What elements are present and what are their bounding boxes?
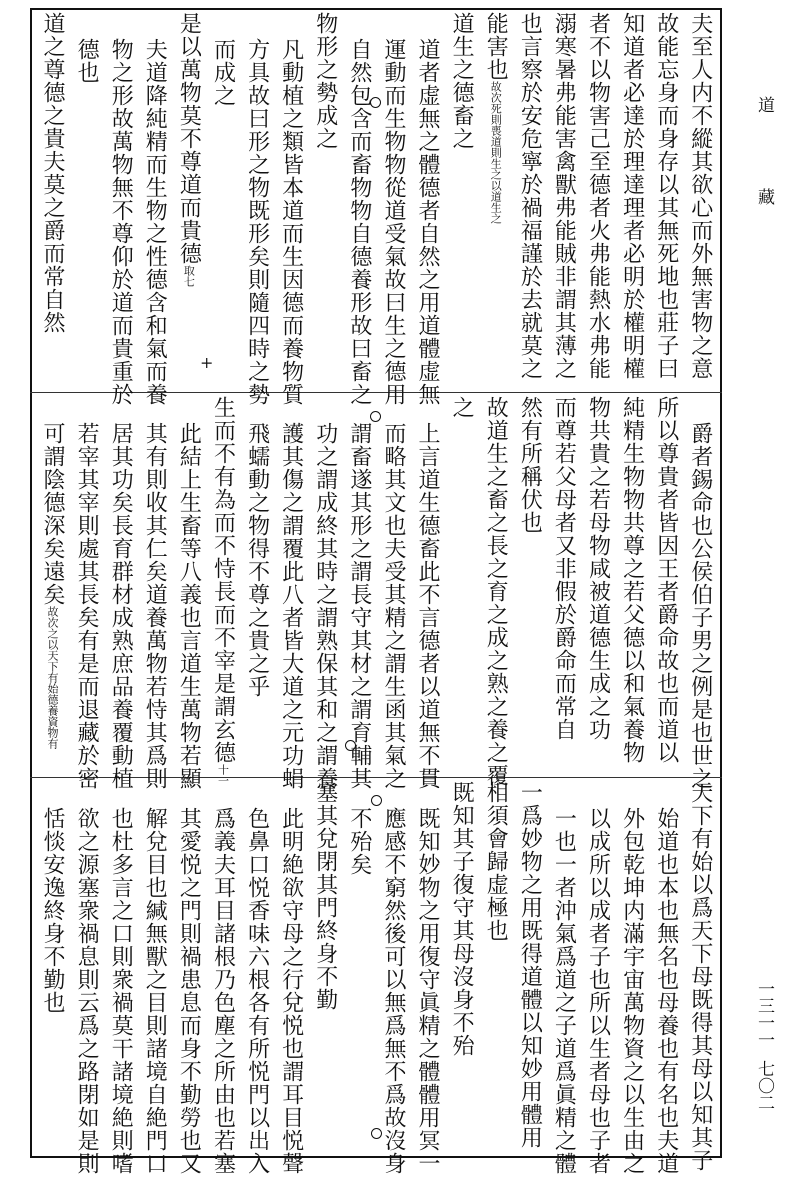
column-main-text: 道之尊德之貴夫莫之爵而常自然 [40, 12, 65, 334]
text-column [549, 396, 577, 774]
text-column [652, 781, 680, 1175]
text-column [618, 781, 646, 1175]
text-column [345, 396, 373, 790]
column-main-text: 外包乾坤内滿宇宙萬物資之以生由之 [619, 807, 645, 1175]
text-column [106, 781, 134, 1175]
column-main-text: 居其功矣長育群材成熟庶品養覆動植 [108, 422, 134, 790]
text-column [277, 12, 305, 406]
column-annotation: 故次死則喪道則生之以道生之 [489, 81, 503, 224]
column-annotation: 故次之以天下有始德養資物有 [46, 606, 59, 749]
column-main-text: 道生之德畜之 [449, 12, 475, 150]
column-main-text: 故能忘身而身存以其無死地也莊子曰 [653, 12, 679, 380]
column-main-text: 自然包含而畜物物自德養形故曰畜之 [346, 38, 372, 406]
text-column [72, 396, 100, 790]
column-main-text: 相須會歸虚極也 [483, 781, 509, 942]
text-column [72, 12, 100, 390]
text-column [277, 781, 305, 1175]
column-main-text: 也言察於安危寧於禍福謹於去就莫之 [517, 12, 543, 380]
text-column [481, 396, 509, 787]
text-panel-bottom [32, 781, 720, 1175]
column-main-text: 一爲妙物之用既得道體以知妙用體用 [517, 781, 543, 1149]
text-column [174, 12, 202, 390]
text-column [208, 396, 236, 786]
column-main-text: 爵者錫命也公侯伯子男之例是也世之 [687, 422, 713, 790]
text-column [379, 781, 407, 1175]
column-main-text: 而尊若父母者又非假於爵命而常自 [551, 396, 577, 741]
column-main-text: 應感不窮然後可以無爲無不爲故沒身 [380, 807, 406, 1175]
text-column [686, 12, 714, 390]
margin-title-dao: 道 [754, 96, 774, 113]
column-main-text: 溺寒暑弗能害禽獸弗能賊非謂其薄之 [551, 12, 577, 380]
column-main-text: 凡動植之類皆本道而生因德而養物質 [278, 38, 304, 406]
text-column [515, 396, 543, 774]
column-main-text: 是以萬物莫不尊道而貴德 [176, 12, 202, 265]
text-column [584, 781, 612, 1175]
margin-volume-page: 一三一一 [754, 980, 774, 1048]
text-column [618, 396, 646, 774]
column-main-text: 一也一者沖氣爲道之子道爲眞精之體 [551, 807, 577, 1175]
text-column [549, 781, 577, 1175]
margin-title-zang: 藏 [754, 188, 774, 205]
column-main-text: 天下有始以爲天下母既得其母以知其子 [687, 781, 713, 1172]
column-main-text: 上言道生德畜此不言德者以道無不貫 [415, 422, 441, 790]
text-column [379, 396, 407, 790]
column-main-text: 物形之勢成之 [312, 12, 338, 150]
text-column [174, 781, 202, 1175]
column-main-text: 而成之 [210, 38, 236, 107]
column-main-text: 也杜多言之口則衆禍莫干諸境絶則嗜 [108, 807, 134, 1175]
text-column [447, 12, 475, 390]
text-column [208, 12, 236, 390]
column-main-text: 然有所稱伏也 [517, 396, 543, 534]
text-column [686, 781, 714, 1172]
margin-sheet-number: 七〇二 [754, 1060, 774, 1111]
column-main-text: 所以尊貴者皆因王者爵命故也而道以 [653, 396, 679, 764]
text-column [584, 396, 612, 774]
column-annotation: 十一 [216, 764, 230, 786]
column-main-text: 者不以物害己至德者火弗能熱水弗能 [585, 12, 611, 380]
text-column [549, 12, 577, 390]
column-main-text: 可謂陰德深矣遠矣 [40, 422, 65, 606]
column-main-text: 夫道降純精而生物之性德含和氣而養 [142, 38, 168, 406]
column-main-text: 欲之源塞衆禍息則云爲之路閉如是則 [74, 807, 100, 1175]
text-column [243, 396, 271, 774]
text-column [481, 781, 509, 1155]
column-main-text: 而略其文也夫受其精之謂生函其氣之 [380, 422, 406, 790]
text-column [345, 781, 373, 1155]
column-main-text: 始道也本也無名也母養也有名也夫道 [653, 807, 679, 1175]
text-column [481, 12, 509, 390]
column-main-text: 故道生之畜之長之育之成之熟之養之覆 [483, 396, 509, 787]
text-column [686, 396, 714, 790]
text-panel-top [32, 12, 720, 406]
column-main-text: 色鼻口悦香味六根各有所悦門以出入 [244, 807, 270, 1175]
text-column [38, 396, 66, 774]
column-main-text: 護其傷之謂覆此八者皆大道之元功蜎 [278, 422, 304, 790]
text-column [413, 396, 441, 790]
column-main-text: 既知其子復守其母沒身不殆 [449, 781, 475, 1057]
column-main-text: 能害也 [483, 12, 509, 81]
text-column [243, 12, 271, 406]
column-main-text: 此結上生畜等八義也言道生萬物若顯 [176, 422, 202, 790]
column-main-text: 其愛悦之門則禍患息而身不勤勞也又 [176, 807, 202, 1175]
text-column [140, 396, 168, 790]
text-column [311, 12, 339, 390]
text-column [72, 781, 100, 1175]
column-main-text: 飛蠕動之物得不尊之貴之乎 [244, 422, 270, 698]
text-column [345, 12, 373, 406]
column-main-text: 功之謂成終其時之謂熟保其和之謂養 [312, 422, 338, 790]
text-column [379, 12, 407, 406]
text-column [277, 396, 305, 790]
column-main-text: 純精生物物共尊之若父德以和氣養物 [619, 396, 645, 764]
text-column [413, 12, 441, 406]
column-annotation: 取七 [182, 265, 196, 287]
column-main-text: 恬惔安逸終身不勤也 [40, 807, 65, 1014]
column-main-text: 知道者必達於理達理者必明於權明權 [619, 12, 645, 380]
text-column [208, 781, 236, 1175]
column-main-text: 既知妙物之用復守眞精之體體用冥一 [415, 807, 441, 1175]
text-column [243, 781, 271, 1175]
column-main-text: 物共貴之若母物咸被道德生成之功 [585, 396, 611, 741]
text-column [106, 396, 134, 790]
text-column [140, 781, 168, 1175]
text-panel-middle [32, 396, 720, 790]
column-main-text: 以成所以成者子也所以生者母也子者 [585, 807, 611, 1175]
column-main-text: 夫至人内不縱其欲心而外無害物之意 [687, 12, 713, 380]
column-main-text: 塞其兌閉其門終身不勤 [312, 781, 338, 1011]
text-column [38, 781, 66, 1155]
column-main-text: 解兌目也緘無獸之目則諸境自絶門口 [142, 807, 168, 1175]
text-column [413, 781, 441, 1175]
text-column [584, 12, 612, 390]
text-column [38, 12, 66, 390]
text-column [106, 12, 134, 406]
plus-mark: + [200, 353, 214, 372]
column-main-text: 物之形故萬物無不尊仰於道而貴重於 [108, 38, 134, 406]
column-main-text: 之 [449, 396, 475, 419]
text-column [447, 396, 475, 774]
column-main-text: 爲義夫耳目諸根乃色塵之所由也若塞 [210, 807, 236, 1175]
text-column [140, 12, 168, 406]
text-column [447, 781, 475, 1155]
column-main-text: 運動而生物物從道受氣故曰生之德用 [380, 38, 406, 406]
text-column [652, 12, 680, 390]
column-main-text: 此明絶欲守母之行兌悦也謂耳目悦聲 [278, 807, 304, 1175]
text-column [515, 781, 543, 1155]
text-column [652, 396, 680, 774]
column-main-text: 生而不有為而不恃長而不宰是謂玄德 [210, 396, 236, 764]
text-column [515, 12, 543, 390]
text-column [311, 781, 339, 1155]
column-main-text: 道者虚無之體德者自然之用道體虚無 [415, 38, 441, 406]
column-main-text: 若宰其宰則處其長矣有是而退藏於密 [74, 422, 100, 790]
column-main-text: 其有則收其仁矣道養萬物若恃其爲則 [142, 422, 168, 790]
text-column [311, 396, 339, 790]
text-column [618, 12, 646, 390]
column-main-text: 謂畜遂其形之謂長守其材之謂育輔其 [346, 422, 372, 790]
column-main-text: 德也 [74, 38, 100, 84]
column-main-text: 不殆矣 [346, 807, 372, 876]
text-column [174, 396, 202, 790]
column-main-text: 方具故曰形之物既形矣則隨四時之勢 [244, 38, 270, 406]
